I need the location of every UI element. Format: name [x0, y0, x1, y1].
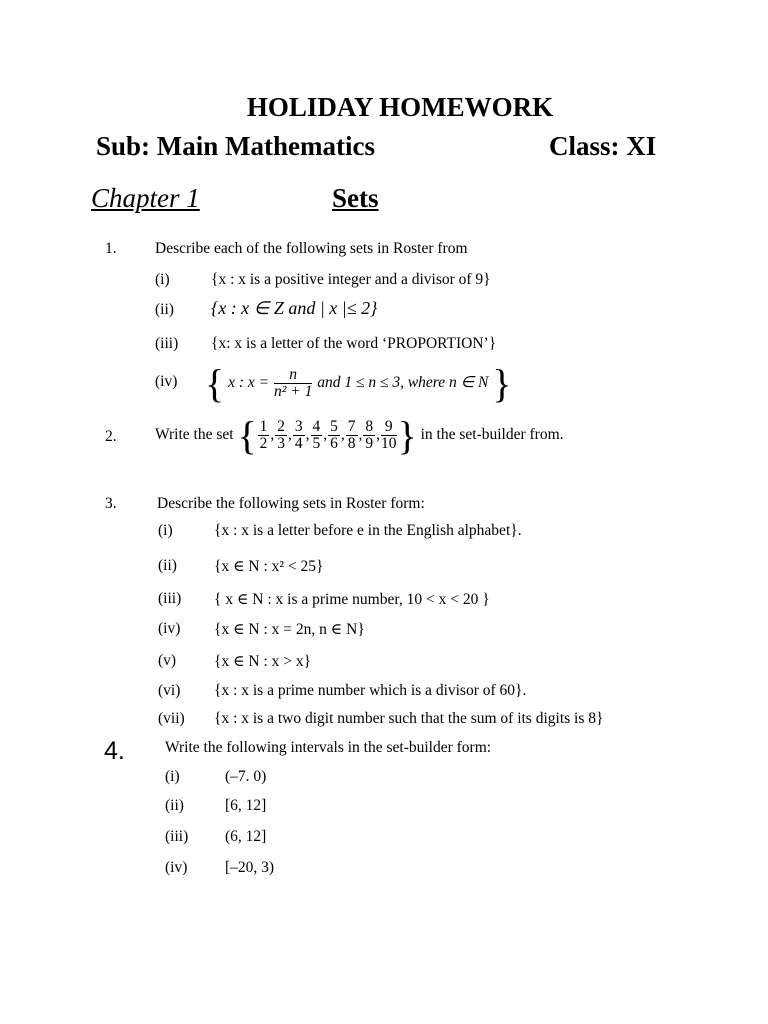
fraction-denominator: 3: [277, 435, 286, 452]
q1-item-1-number: (i): [155, 271, 170, 288]
question-2-line: [155, 412, 564, 459]
q3-item-5-text: {x ∈ N : x > x}: [214, 653, 312, 670]
class-label: Class: XI: [549, 131, 657, 161]
fraction-separator: ,: [305, 426, 310, 444]
q3-item-7-text: {x : x is a two digit number such that the sum of its digits is 8}: [214, 710, 604, 727]
q3-item-3-number: (iii): [158, 590, 182, 607]
page-title: HOLIDAY HOMEWORK: [246, 92, 554, 122]
q1-item-4-number: (iv): [155, 373, 178, 390]
fraction-numerator: 9: [381, 419, 397, 436]
q4-item-3-number: (iii): [165, 828, 189, 845]
fraction-numerator: 3: [294, 417, 303, 435]
q2-fraction: [293, 419, 305, 453]
question-4-number: 4.: [104, 737, 125, 765]
subject-label: Sub: Main Mathematics: [96, 131, 375, 161]
q1-item-4-fraction: [274, 367, 312, 401]
q1-item-1-text: {x : x is a positive integer and a divisor of 9}: [211, 271, 491, 288]
q3-item-6-number: (vi): [158, 682, 181, 699]
fraction-numerator: 7: [347, 417, 356, 435]
q3-item-6-text: {x : x is a prime number which is a divisor of 60}.: [214, 682, 527, 699]
fraction-numerator: 1: [259, 417, 268, 435]
q3-item-2-number: (ii): [158, 557, 177, 574]
question-2-suffix: in the set-builder from.: [420, 426, 564, 444]
question-2-number: 2.: [105, 428, 117, 445]
q3-item-1-text: {x : x is a letter before e in the English alphabet}.: [214, 522, 522, 539]
question-3-number: 3.: [105, 495, 117, 512]
question-4-text: Write the following intervals in the set-builder form:: [165, 739, 492, 756]
q4-item-2-number: (ii): [165, 797, 184, 814]
right-brace: }: [492, 361, 512, 406]
fraction-separator: ,: [376, 426, 381, 444]
q4-item-1-number: (i): [165, 768, 180, 785]
left-brace: {: [237, 413, 257, 458]
q2-fraction: [346, 419, 358, 453]
fraction-numerator: 5: [330, 417, 338, 435]
q3-item-4-text: {x ∈ N : x = 2n, n ∈ N}: [214, 621, 365, 638]
question-2-prefix: Write the set: [155, 426, 234, 444]
q1-item-2-text: {x : x ∈ Z and | x |≤ 2}: [211, 298, 378, 318]
fraction-separator: ,: [270, 426, 275, 444]
q2-fraction-list: [257, 417, 398, 452]
fraction-denominator: n² + 1: [273, 383, 313, 400]
q3-item-1-number: (i): [158, 522, 173, 539]
fraction-denominator: 6: [330, 435, 338, 452]
fraction-denominator: 4: [294, 435, 303, 452]
question-1-text: Describe each of the following sets in Roster from: [155, 240, 468, 257]
fraction-numerator: 8: [365, 417, 374, 435]
left-brace: {: [205, 361, 225, 406]
q2-fraction: [328, 419, 340, 453]
fraction-denominator: 9: [365, 435, 374, 452]
fraction-numerator: 4: [312, 417, 321, 435]
fraction-separator: ,: [340, 426, 345, 444]
q4-item-1-text: (–7. 0): [225, 768, 267, 785]
topic-heading: Sets: [332, 183, 379, 213]
fraction-separator: ,: [288, 426, 292, 444]
q1-item-4-lhs: x : x =: [228, 374, 270, 392]
q4-item-2-text: [6, 12]: [225, 797, 267, 814]
q4-item-4-number: (iv): [165, 859, 188, 876]
fraction-separator: ,: [358, 426, 363, 444]
chapter-heading: Chapter 1: [91, 183, 200, 213]
fraction-denominator: 10: [381, 435, 397, 452]
q2-fraction: [363, 419, 375, 453]
fraction-separator: ,: [323, 426, 328, 444]
q1-item-3-text: {x: x is a letter of the word ‘PROPORTION’}: [211, 335, 497, 352]
question-3-text: Describe the following sets in Roster form:: [157, 495, 425, 512]
fraction-denominator: 5: [312, 435, 321, 452]
q3-item-5-number: (v): [158, 652, 177, 669]
q4-item-3-text: (6, 12]: [225, 828, 267, 845]
question-1-number: 1.: [105, 240, 117, 257]
q1-item-4-rhs: and 1 ≤ n ≤ 3, where n ∈ N: [317, 374, 489, 392]
right-brace: }: [397, 413, 417, 458]
fraction-denominator: 8: [347, 435, 356, 452]
q3-item-2-text: {x ∈ N : x² < 25}: [214, 558, 324, 575]
q2-fraction: [258, 419, 270, 453]
q1-item-2-number: (ii): [155, 301, 174, 318]
q1-item-3-number: (iii): [155, 335, 179, 352]
q4-item-4-text: [–20, 3): [225, 859, 275, 876]
q2-fraction: [381, 419, 397, 453]
q3-item-4-number: (iv): [158, 620, 181, 637]
fraction-numerator: 2: [277, 417, 286, 435]
q2-fraction: [275, 419, 287, 453]
q3-item-3-text: { x ∈ N : x is a prime number, 10 < x < 20 }: [214, 591, 490, 608]
q3-item-7-number: (vii): [158, 710, 185, 727]
fraction-denominator: 2: [259, 435, 268, 452]
q2-fraction: [311, 419, 323, 453]
fraction-numerator: n: [274, 367, 312, 384]
q1-item-4-expression: [205, 360, 511, 407]
